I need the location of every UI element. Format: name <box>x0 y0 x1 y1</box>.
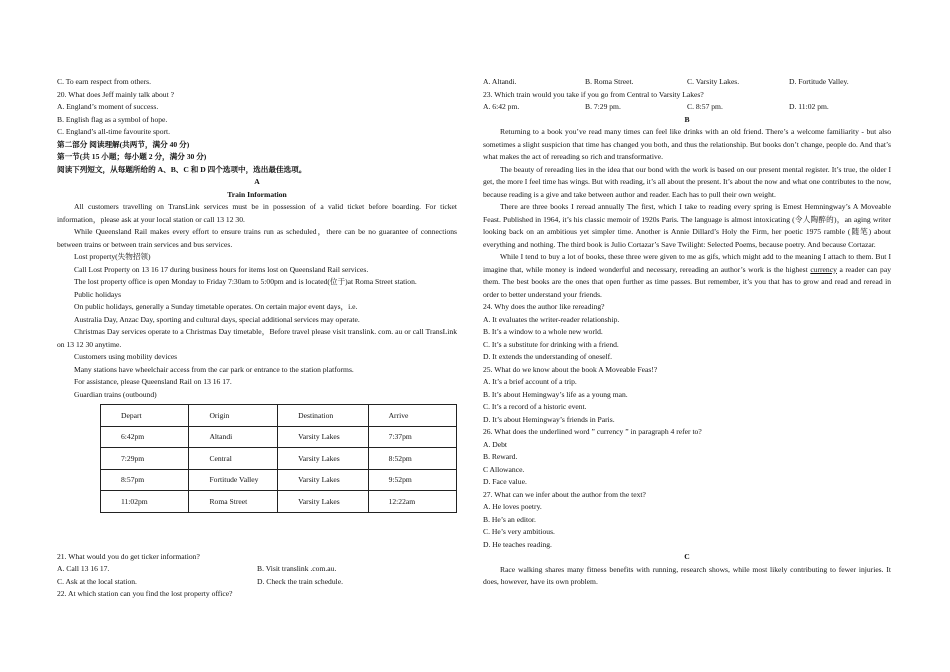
table-cell: Altandi <box>189 426 278 448</box>
paragraph: Race walking shares many fitness benefits with running, research shows, while most likely contributing to fewer injuries. It does, however, have its own problem. <box>483 564 891 586</box>
table-row <box>101 491 457 513</box>
paragraph: While Queensland Rail makes every effort to ensure trains run as scheduled，there can be no guarantee of connections between trains or between train services and bus services. <box>57 227 457 249</box>
option-line: C. It’s a record of a historic event. <box>483 402 587 411</box>
paragraph <box>483 251 891 301</box>
option-line: C. It’s a substitute for drinking with a friend. <box>483 339 619 349</box>
train-timetable <box>100 404 457 513</box>
passage-b-letter: B <box>684 114 690 124</box>
section1-title: 第一节(共 15 小题；每小题 2 分，满分 30 分) <box>57 152 207 161</box>
table-cell: Central <box>189 448 278 470</box>
lost-property-heading: Lost property(失物招领) <box>74 252 151 261</box>
question-23-options <box>483 101 891 114</box>
option-line: A. It evaluates the writer-reader relationship. <box>483 314 620 324</box>
option-line: A. Debt <box>483 439 508 449</box>
paragraph: Christmas Day services operate to a Christmas Day timetable，Before travel please visit translink. com. au or call TransLink on 13 12 30 anytime. <box>57 327 457 349</box>
instruction: 阅读下列短文，从每题所给的 A、B、C 和 D 四个选项中，选出最佳选项。 <box>57 164 307 174</box>
question-24: 24. Why does the author like rereading? <box>483 302 605 311</box>
header-cell: Origin <box>189 405 278 427</box>
table-cell: 6:42pm <box>101 426 189 448</box>
header-cell: Destination <box>278 405 368 427</box>
question-21-options <box>57 563 457 576</box>
table-caption: Guardian trains (outbound) <box>74 389 157 399</box>
table-cell: 11:02pm <box>101 491 189 513</box>
question-22: 22. At which station can you find the lost property office? <box>57 589 233 598</box>
option: C. 8:57 pm. <box>687 102 723 111</box>
table-cell: 7:29pm <box>101 448 189 470</box>
mobility-heading: Customers using mobility devices <box>74 352 178 361</box>
text-line: On public holidays, generally a Sunday timetable operates. On certain major event days，i.e. <box>74 302 358 311</box>
table-cell: Varsity Lakes <box>278 426 368 448</box>
header-cell: Arrive <box>368 405 456 427</box>
question-23: 23. Which train would you take if you go from Central to Varsity Lakes? <box>483 89 704 99</box>
option: B. 7:29 pm. <box>585 102 621 111</box>
text-line: Many stations have wheelchair access from the car park or entrance to the station platforms. <box>74 364 354 374</box>
option-line: D. Face value. <box>483 477 527 486</box>
option: D. Fortitude Valley. <box>789 77 849 86</box>
table-cell: Roma Street <box>189 491 278 513</box>
option-line: D. He teaches reading. <box>483 539 552 549</box>
table-row <box>101 469 457 491</box>
option-line: D. It extends the understanding of oneself. <box>483 352 613 361</box>
option-line: A. He loves poetry. <box>483 502 542 511</box>
text-line: Australia Day, Anzac Day, sporting and cultural days, special additional services may operate. <box>74 314 360 324</box>
table-row <box>101 448 457 470</box>
header-cell: Depart <box>101 405 189 427</box>
option: A. Call 13 16 17. <box>57 564 110 573</box>
option: A. Altandi. <box>483 77 517 86</box>
text-span: While I tend to buy a lot of books, these three were given to me as gifs, which might add to the meaning I attach to them. But I imagine that, while money is indeed wonderful and necessary, rereading an author’s work is the highest <box>483 252 891 274</box>
left-column <box>57 76 457 601</box>
option: D. 11:02 pm. <box>789 102 829 111</box>
question-21-options <box>57 576 457 589</box>
text-line: C. To earn respect from others. <box>57 77 152 86</box>
text-line: Call Lost Property on 13 16 17 during business hours for items lost on Queensland Rail services. <box>74 264 369 274</box>
passage-a-letter: A <box>254 177 260 186</box>
right-column <box>483 76 891 589</box>
table-cell: 8:52pm <box>368 448 456 470</box>
question-21: 21. What would you do get ticker information? <box>57 551 200 561</box>
passage-c-letter: C <box>684 552 690 561</box>
paragraph: The beauty of rereading lies in the idea that our bond with the work is based on our present mental register. It’s true, the older I get, the more I feel time has wings. But with reading, it’s all about the present. It’s about the now and what one contributes to the now, because reading is a give and take between author and reader. Each has to pull their own weight. <box>483 164 891 199</box>
table-cell: 12:22am <box>368 491 456 513</box>
question-26: 26. What does the underlined word ” currency ” in paragraph 4 refer to? <box>483 427 702 436</box>
option-line: B. Reward. <box>483 452 518 461</box>
option-line: C. England’s all-time favourite sport. <box>57 127 171 136</box>
table-cell: 8:57pm <box>101 469 189 491</box>
text-span: a reader can pay them. The best books are the ones that open further as time passes. But remember, it’s you that has to grow and read and reread in order to better understand your friends. <box>483 264 892 299</box>
option-line: A. It’s a brief account of a trip. <box>483 377 577 386</box>
option-line: C Allowance. <box>483 464 525 474</box>
table-cell: 7:37pm <box>368 426 456 448</box>
option-line: B. He’s an editor. <box>483 514 536 524</box>
passage-a-title: Train Information <box>227 189 287 199</box>
table-cell: Fortitude Valley <box>189 469 278 491</box>
option-line: D. It’s about Hemingway’s friends in Paris. <box>483 414 615 424</box>
table-header-row <box>101 405 457 427</box>
question-25: 25. What do we know about the book A Moveable Feas!? <box>483 364 658 374</box>
option: C. Varsity Lakes. <box>687 77 740 86</box>
option-line: B. English flag as a symbol of hope. <box>57 114 168 124</box>
option: A. 6:42 pm. <box>483 102 520 111</box>
table-cell: Varsity Lakes <box>278 491 368 513</box>
option: D. Check the train schedule. <box>257 576 344 586</box>
option: C. Ask at the local station. <box>57 576 137 586</box>
question-20: 20. What does Jeff mainly talk about ? <box>57 89 174 99</box>
option: B. Roma Street. <box>585 77 634 86</box>
part2-title: 第二部分 阅读理解(共两节，满分 40 分) <box>57 139 190 149</box>
underlined-word: currency <box>810 264 837 274</box>
option-line: B. It’s about Hemingway’s life as a young man. <box>483 389 628 399</box>
paragraph: Returning to a book you’ve read many times can feel like drinks with an old friend. There’s a welcome familiarity - but also sometimes a slight suspicion that time has changed you both, and thus the relationship. But books don’t change, people do. And that’s what makes the act of rereading so rich and transformative. <box>483 127 891 161</box>
option-line: B. It’s a window to a whole new world. <box>483 327 603 336</box>
option: B. Visit translink .com.au. <box>257 564 337 573</box>
question-27: 27. What can we infer about the author from the text? <box>483 489 646 499</box>
table-row <box>101 426 457 448</box>
table-cell: 9:52pm <box>368 469 456 491</box>
table-cell: Varsity Lakes <box>278 448 368 470</box>
paragraph: All customers travelling on TransLink services must be in possession of a valid ticket before boarding. For ticket information，please ask at your local station or call 13 12 30. <box>57 202 457 224</box>
table-cell: Varsity Lakes <box>278 469 368 491</box>
text-line: For assistance, please Queensland Rail on 13 16 17. <box>74 377 232 386</box>
public-holidays-heading: Public holidays <box>74 289 122 299</box>
text-line: The lost property office is open Monday to Friday 7:30am to 5:00pm and is located(位于)at Roma Street station. <box>74 277 417 286</box>
option-line: A. England’s moment of success. <box>57 102 159 111</box>
paragraph: There are three books I reread annually The first, which I take to reading every spring is Emest Hemningway’s A Moveable Feast. Published in 1964, it’s his classic memoir of 1920s Paris. The language is almost intoxicating (令人陶醉的)，an aging writer looking back on an ambitious yet simpler time. Another is Annie Dillard’s Holy the Firm, her poetic 1975 ramble (随笔) about everything and nothing. The third book is Julio Cortazar’s Save Twilight: Selected Poems, because poetry. And because Cortazar. <box>483 202 891 249</box>
option-line: C. He’s very ambitious. <box>483 527 555 536</box>
question-22-options <box>483 76 891 89</box>
